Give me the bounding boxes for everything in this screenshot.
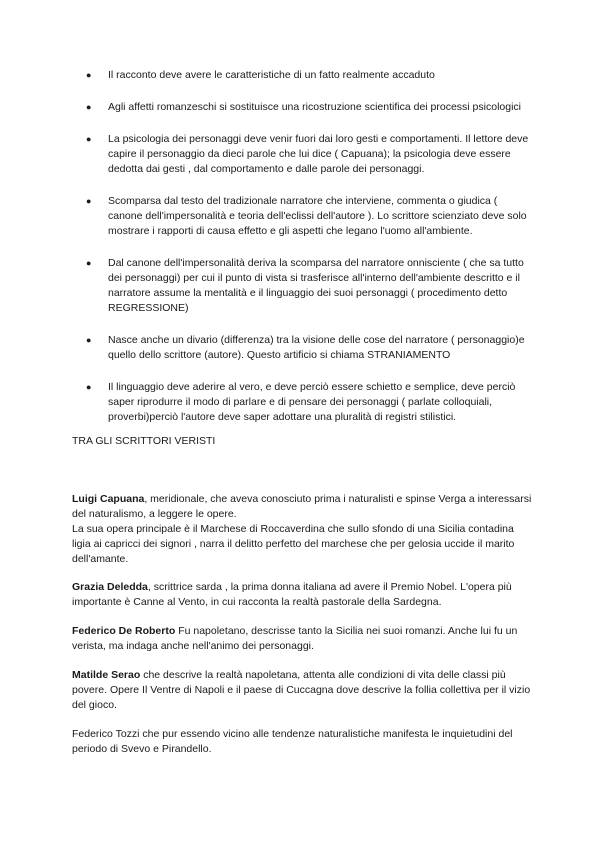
bullet-item [72, 333, 532, 363]
writer-paragraph-de-roberto [72, 624, 532, 654]
bullet-text: Scomparsa dal testo del tradizionale narratore che interviene, commenta o giudica ( canone dell'impersonalità e teoria dell'eclissi dell'autore ). Lo scrittore scienziato deve solo mostrare i rapporti di causa effetto e gli aspetti che legano l'uomo all'ambiente. [108, 195, 527, 237]
writer-paragraph-serao [72, 668, 532, 713]
writer-text: , meridionale, che aveva conosciuto prima i naturalisti e spinse Verga a interessarsi del naturalismo, a leggere le opere. [72, 493, 532, 520]
bullet-dot-icon: ● [86, 70, 92, 80]
bullet-list [72, 68, 532, 442]
writer-name: Luigi Capuana [72, 493, 145, 505]
bullet-text: La psicologia dei personaggi deve venir fuori dai loro gesti e comportamenti. Il lettore deve capire il personaggio da dieci parole che lui dice ( Capuana); la psicologia deve essere dedotta dai gesti , dal comportamento e dalle parole dei personaggi. [108, 133, 529, 175]
writer-name: Federico De Roberto [72, 625, 176, 637]
bullet-item [72, 380, 532, 425]
bullet-text: Agli affetti romanzeschi si sostituisce una ricostruzione scientifica dei processi psicologici [108, 101, 521, 113]
bullet-item [72, 256, 532, 316]
writer-text: , scrittrice sarda , la prima donna italiana ad avere il Premio Nobel. L'opera più importante è Canne al Vento, in cui racconta la realtà pastorale della Sardegna. [72, 581, 512, 608]
writer-text: che descrive la realtà napoletana, attenta alle condizioni di vita delle classi più povere. Opere Il Ventre di Napoli e il paese di Cuccagna dove descrive la follia collettiva per il vizio del gioco. [72, 669, 531, 711]
bullet-item [72, 132, 532, 177]
closing-paragraph: Federico Tozzi che pur essendo vicino alle tendenze naturalistiche manifesta le inquietudini del periodo di Svevo e Pirandello. [72, 728, 513, 755]
writer-name: Matilde Serao [72, 669, 141, 681]
bullet-dot-icon: ● [86, 258, 92, 268]
bullet-item [72, 100, 532, 115]
bullet-dot-icon: ● [86, 335, 92, 345]
bullet-text: Il racconto deve avere le caratteristiche di un fatto realmente accaduto [108, 69, 435, 81]
writer-paragraph-capuana [72, 492, 532, 567]
bullet-dot-icon: ● [86, 382, 92, 392]
bullet-item [72, 68, 532, 83]
writer-extra-text: La sua opera principale è il Marchese di Roccaverdina che sullo sfondo di una Sicilia contadina ligia ai capricci dei signori , narra il delitto perfetto del marchese che per gelosia uccide il marito dell'amante. [72, 523, 515, 565]
writer-text: Fu napoletano, descrisse tanto la Sicilia nei suoi romanzi. Anche lui fu un verista, ma indaga anche nell'animo dei personaggi. [72, 625, 518, 652]
writer-name: Grazia Deledda [72, 581, 148, 593]
bullet-dot-icon: ● [86, 102, 92, 112]
bullet-dot-icon: ● [86, 134, 92, 144]
bullet-item [72, 194, 532, 239]
bullet-text: Il linguaggio deve aderire al vero, e deve perciò essere schietto e semplice, deve perciò saper riprodurre il modo di parlare e di pensare dei personaggi ( parlate colloquiali, proverbi)perciò l'autore deve saper adottare una pluralità di registri stilistici. [108, 381, 516, 423]
bullet-text: Nasce anche un divario (differenza) tra la visione delle cose del narratore ( personaggio)e quello dello scrittore (autore). Questo artificio si chiama STRANIAMENTO [108, 334, 525, 361]
writer-paragraph-deledda [72, 580, 532, 610]
section-heading: TRA GLI SCRITTORI VERISTI [72, 435, 216, 447]
bullet-text: Dal canone dell'impersonalità deriva la scomparsa del narratore onnisciente ( che sa tutto dei personaggi) per cui il punto di vista si trasferisce all'interno dell'ambiente descritto e il narratore assume la mentalità e il linguaggio dei suoi personaggi ( procedimento detto REGRESSIONE) [108, 257, 524, 314]
bullet-dot-icon: ● [86, 196, 92, 206]
